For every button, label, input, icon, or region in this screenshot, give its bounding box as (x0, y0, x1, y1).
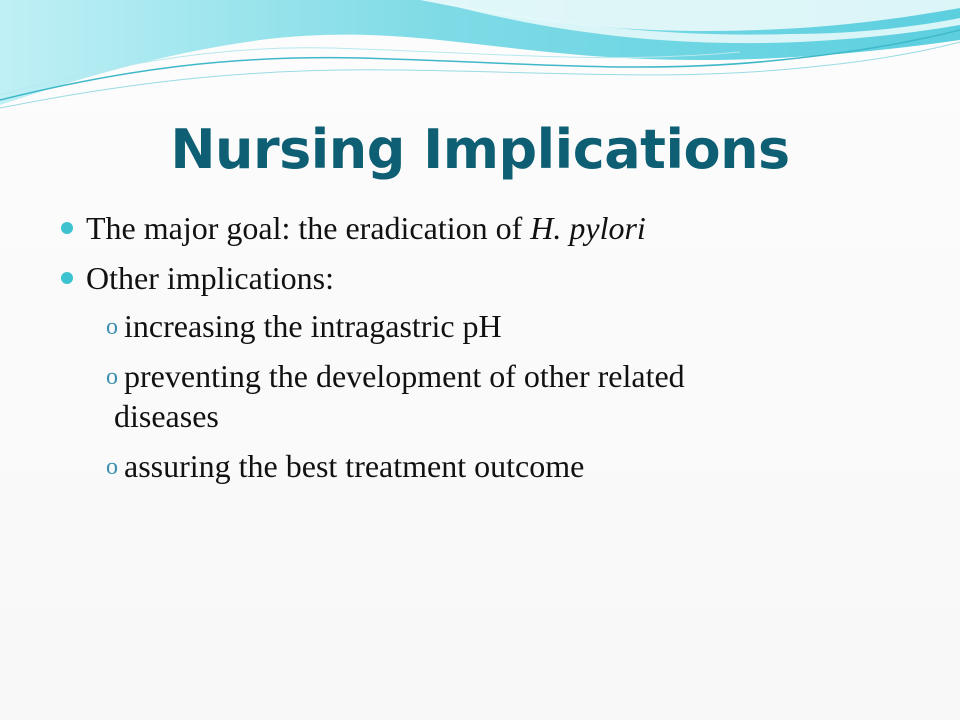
sub-bullet-text: assuring the best treatment outcome (124, 448, 585, 484)
bullet-text: The major goal: the eradication of (86, 210, 531, 246)
circle-bullet-icon: o (106, 314, 118, 340)
bullet-text: Other implications: (86, 260, 334, 296)
sub-bullet-continuation: diseases (114, 398, 219, 434)
sub-list-item (106, 306, 920, 346)
sub-list-item (106, 446, 920, 486)
header-wave-decoration (0, 0, 960, 120)
bullet-dot-icon (61, 272, 73, 284)
sub-bullet-text: preventing the development of other related (124, 358, 685, 394)
circle-bullet-icon: o (106, 364, 118, 390)
list-item (60, 256, 920, 306)
list-item (60, 206, 920, 256)
bullet-list (60, 206, 920, 496)
circle-bullet-icon: o (106, 454, 118, 480)
bullet-text-italic: H. pylori (530, 210, 646, 246)
sub-bullet-text: increasing the intragastric pH (124, 308, 502, 344)
bullet-dot-icon (61, 222, 73, 234)
sub-list-item (106, 356, 920, 436)
slide-title: Nursing Implications (170, 118, 790, 181)
